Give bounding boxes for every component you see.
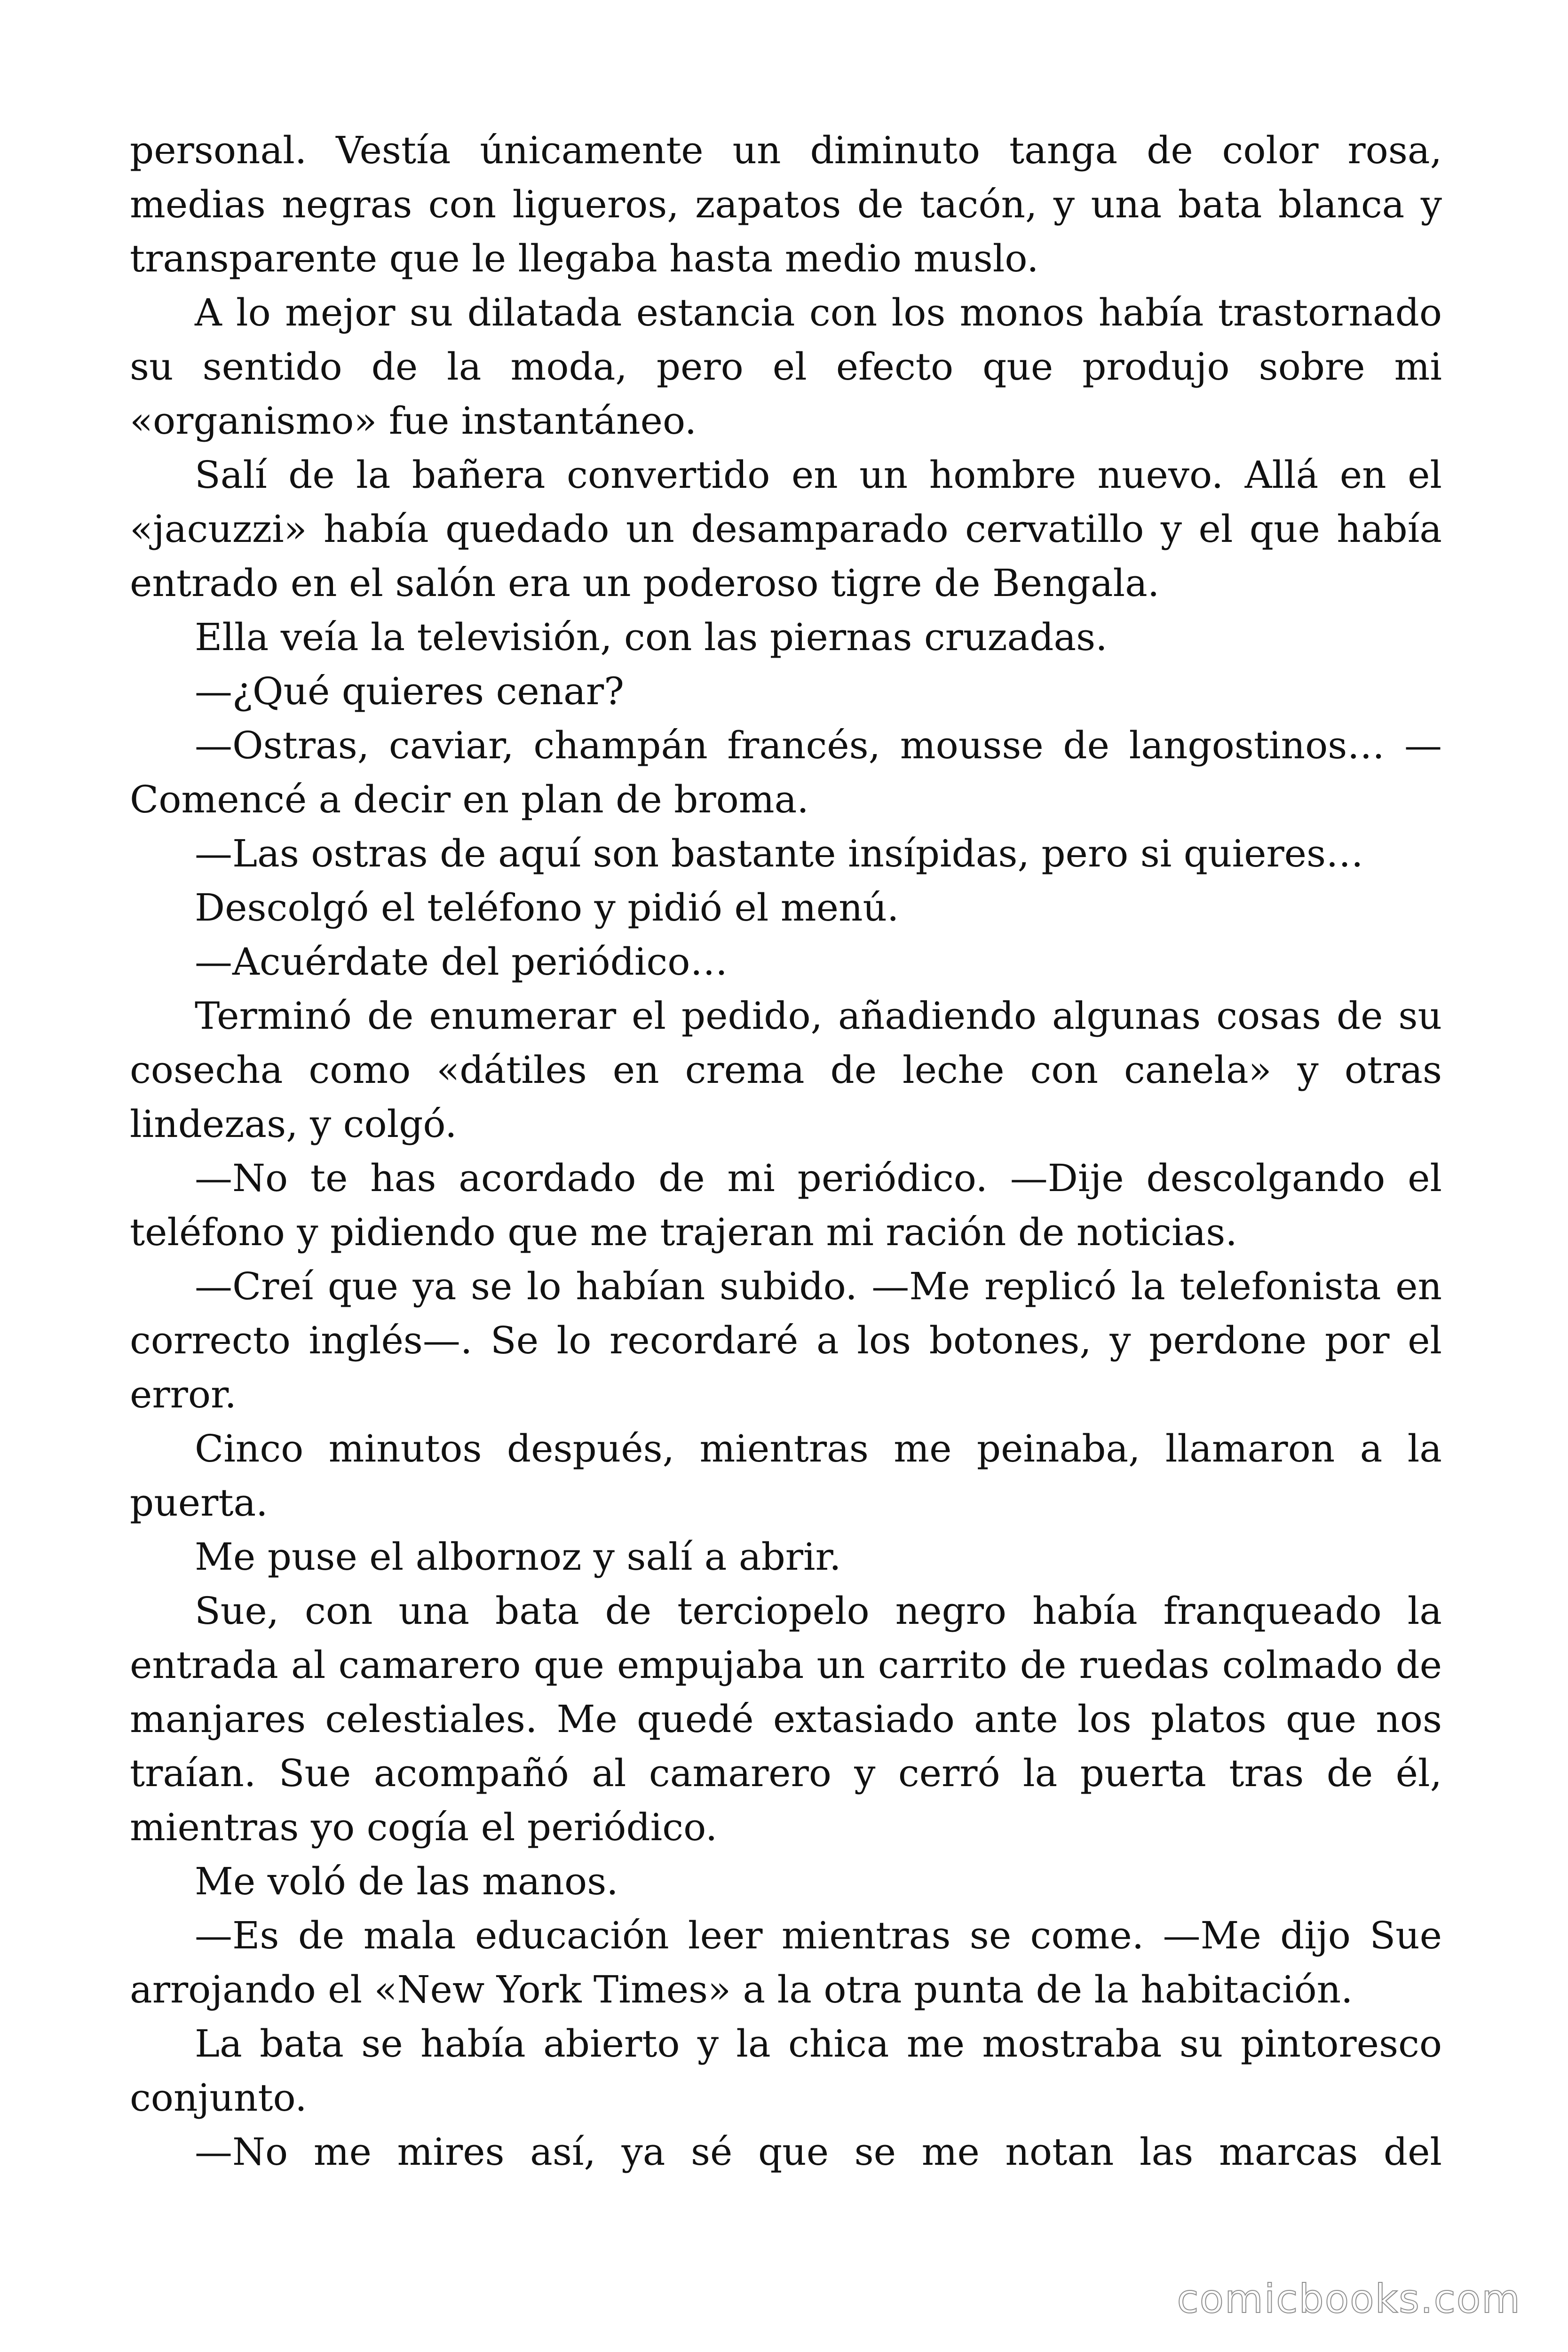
paragraph-9: —Acuérdate del periódico… bbox=[195, 940, 728, 984]
paragraph-10: Terminó de enumerar el pedido, añadiendo algunas cosas de su cosecha como «dátiles en crema de leche con canela» y otras lindezas, y colgó. bbox=[130, 994, 1442, 1146]
paragraph-14: Me puse el albornoz y salí a abrir. bbox=[195, 1535, 841, 1579]
book-page bbox=[130, 123, 1442, 2179]
paragraph-3: Salí de la bañera convertido en un hombre nuevo. Allá en el «jacuzzi» había quedado un desamparado cervatillo y el que había entrado en el salón era un poderoso tigre de Bengala. bbox=[130, 453, 1442, 605]
paragraph-17: —Es de mala educación leer mientras se come. —Me dijo Sue arrojando el «New York Times» a la otra punta de la habitación. bbox=[130, 1914, 1442, 2011]
paragraph-15: Sue, con una bata de terciopelo negro había franqueado la entrada al camarero que empujaba un carrito de ruedas colmado de manjares celestiales. Me quedé extasiado ante los platos que nos traían. Sue acompañó al camarero y cerró la puerta tras de él, mientras yo cogía el periódico. bbox=[130, 1589, 1442, 1849]
paragraph-8: Descolgó el teléfono y pidió el menú. bbox=[195, 886, 899, 930]
paragraph-4: Ella veía la televisión, con las piernas cruzadas. bbox=[195, 615, 1108, 659]
paragraph-13: Cinco minutos después, mientras me peinaba, llamaron a la puerta. bbox=[130, 1427, 1442, 1525]
paragraph-16: Me voló de las manos. bbox=[195, 1859, 618, 1903]
paragraph-11: —No te has acordado de mi periódico. —Dije descolgando el teléfono y pidiendo que me trajeran mi ración de noticias. bbox=[130, 1156, 1442, 1254]
paragraph-19: —No me mires así, ya sé que se me notan las marcas del bbox=[195, 2130, 1442, 2174]
paragraph-7: —Las ostras de aquí son bastante insípidas, pero si quieres… bbox=[195, 832, 1364, 875]
paragraph-5: —¿Qué quieres cenar? bbox=[195, 669, 625, 713]
paragraph-2: A lo mejor su dilatada estancia con los monos había trastornado su sentido de la moda, pero el efecto que produjo sobre mi «organismo» fue instantáneo. bbox=[130, 291, 1442, 443]
paragraph-1: personal. Vestía únicamente un diminuto tanga de color rosa, medias negras con ligueros, zapatos de tacón, y una bata blanca y transparente que le llegaba hasta medio muslo. bbox=[130, 128, 1442, 280]
paragraph-18: La bata se había abierto y la chica me mostraba su pintoresco conjunto. bbox=[130, 2022, 1442, 2120]
paragraph-12: —Creí que ya se lo habían subido. —Me replicó la telefonista en correcto inglés—. Se lo recordaré a los botones, y perdone por el error. bbox=[130, 1264, 1442, 1416]
watermark: comicbooks.com bbox=[1177, 2276, 1521, 2322]
paragraph-6: —Ostras, caviar, champán francés, mousse de langostinos… —Comencé a decir en plan de broma. bbox=[130, 723, 1442, 821]
